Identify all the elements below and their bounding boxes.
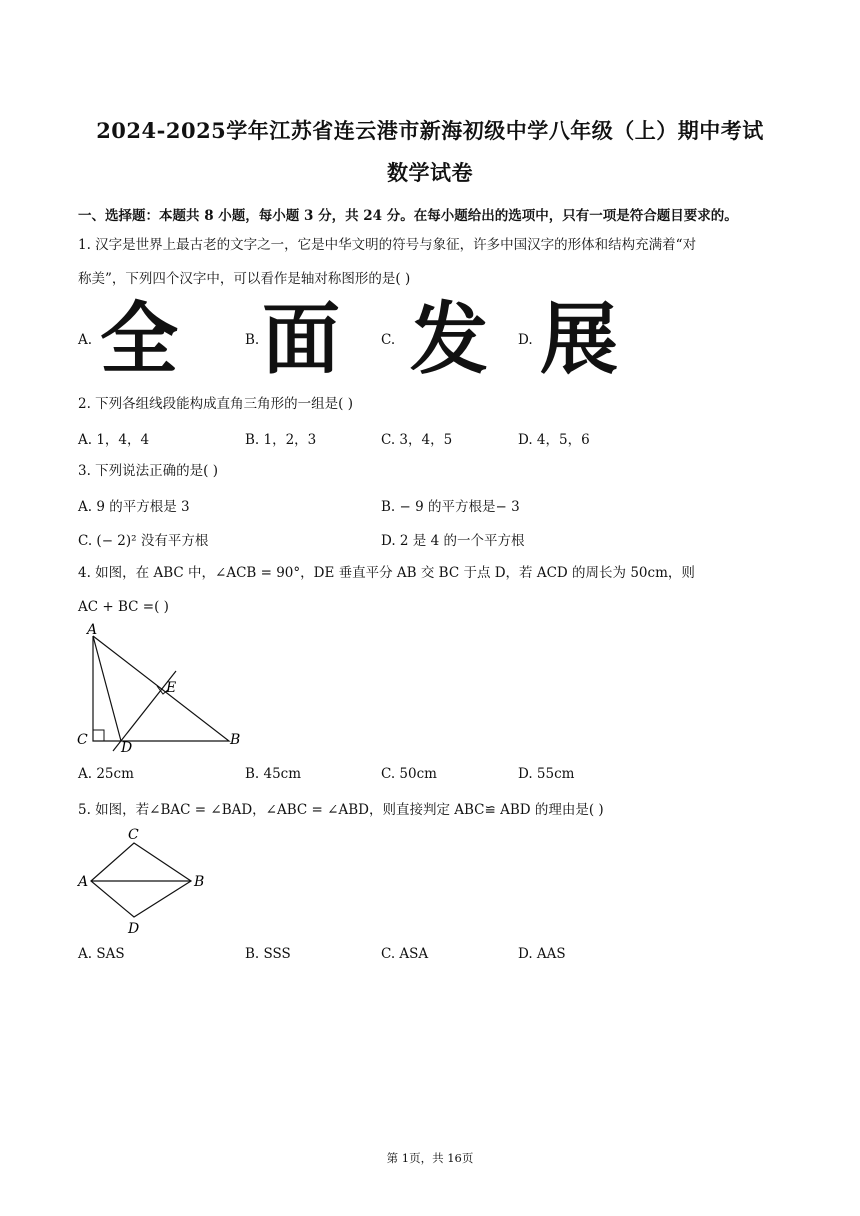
- q5-option-c: C. ASA: [381, 946, 429, 962]
- q2-option-b: B. 1，2，3: [245, 432, 317, 448]
- q4-option-b: B. 45cm: [245, 766, 302, 782]
- q4-stem-line1: 4. 如图，在 ABC 中，∠ACB = 90°，DE 垂直平分 AB 交 BC 于点 D，若 ACD 的周长为 50cm，则: [78, 565, 695, 581]
- q4-triangle-abc: [93, 636, 229, 741]
- q4-option-d: D. 55cm: [518, 766, 575, 782]
- q5-option-a: A. SAS: [78, 946, 125, 962]
- q4-label-c: C: [77, 732, 88, 748]
- q1-option-d-char: 展: [540, 295, 619, 385]
- q4-right-angle-c: [93, 730, 104, 741]
- q1-stem-line2: 称美”，下列四个汉字中，可以看作是轴对称图形的是( ): [78, 271, 411, 287]
- q2-option-d: D. 4，5，6: [518, 432, 590, 448]
- q5-quadrilateral-acbd: [91, 843, 191, 917]
- q1-option-a-char: 全: [100, 295, 179, 385]
- q4-label-e: E: [166, 680, 177, 696]
- q4-option-c: C. 50cm: [381, 766, 437, 782]
- q1-stem-line1: 1. 汉字是世界上最古老的文字之一，它是中华文明的符号与象征，许多中国汉字的形体和结构充满着“对: [78, 237, 697, 253]
- q1-option-b-char: 面: [262, 295, 341, 385]
- q4-label-d: D: [121, 740, 133, 755]
- exam-title-line2: 数学试卷: [387, 160, 473, 185]
- q4-triangle-figure: [76, 620, 256, 755]
- q1-option-c-label: C.: [381, 332, 396, 348]
- q5-label-d: D: [128, 921, 140, 937]
- q5-label-a: A: [78, 874, 89, 890]
- q4-stem-line2: AC + BC =( ): [78, 599, 169, 615]
- q4-option-a: A. 25cm: [78, 766, 134, 782]
- page-footer: 第 1页，共 16页: [386, 1151, 474, 1165]
- q4-label-a: A: [87, 622, 98, 638]
- exam-title-line1: 2024-2025学年江苏省连云港市新海初级中学八年级（上）期中考试: [96, 118, 764, 143]
- q1-option-a-label: A.: [78, 332, 93, 348]
- q3-option-c: C. (− 2)² 没有平方根: [78, 533, 209, 549]
- q5-label-c: C: [128, 827, 139, 843]
- q4-label-b: B: [230, 732, 241, 748]
- q3-option-b: B. − 9 的平方根是− 3: [381, 499, 520, 515]
- q2-option-a: A. 1，4，4: [78, 432, 150, 448]
- q4-segment-ad: [93, 636, 121, 741]
- q2-stem: 2. 下列各组线段能构成直角三角形的一组是( ): [78, 396, 353, 412]
- q1-option-d-label: D.: [518, 332, 533, 348]
- q1-option-c-char: 发: [410, 295, 489, 385]
- q3-option-d: D. 2 是 4 的一个平方根: [381, 533, 525, 549]
- q5-option-d: D. AAS: [518, 946, 566, 962]
- q3-option-a: A. 9 的平方根是 3: [78, 499, 190, 515]
- q5-stem: 5. 如图，若∠BAC = ∠BAD，∠ABC = ∠ABD，则直接判定 ABC≌ ABD 的理由是( ): [78, 802, 604, 818]
- q5-option-b: B. SSS: [245, 946, 291, 962]
- q1-option-b-label: B.: [245, 332, 260, 348]
- q3-stem: 3. 下列说法正确的是( ): [78, 463, 218, 479]
- section-heading: 一、选择题：本题共 8 小题，每小题 3 分，共 24 分。在每小题给出的选项中，只有一项是符合题目要求的。: [78, 208, 738, 224]
- q5-label-b: B: [194, 874, 205, 890]
- q5-quadrilateral-figure: [76, 824, 216, 939]
- q2-option-c: C. 3，4，5: [381, 432, 453, 448]
